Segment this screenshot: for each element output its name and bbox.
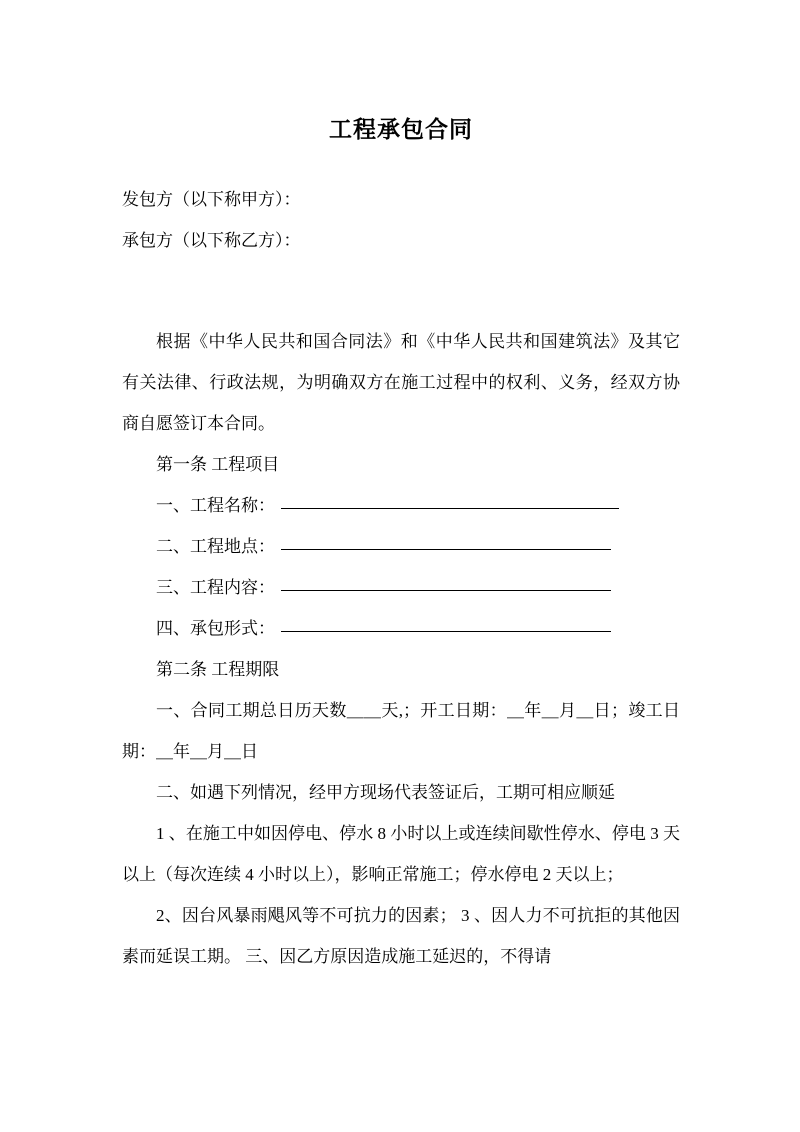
title-spacer [122,141,680,179]
preamble-paragraph: 根据《中华人民共和国合同法》和《中华人民共和国建筑法》及其它有关法律、行政法规，为明确双方在施工过程中的权利、义务，经双方协商自愿签订本合同。 [122,332,680,433]
party-line-发包方: 发包方（以下称甲方）： [122,190,301,209]
fill-input-工程地点[interactable] [281,529,611,550]
fill-label-工程内容: 三、工程内容： [156,578,275,597]
article-2-item-2: 二、如遇下列情况，经甲方现场代表签证后，工期可相应顺延 [156,783,615,802]
parties-spacer [122,261,680,321]
fill-row-工程地点 [122,526,680,567]
fill-label-承包形式: 四、承包形式： [156,619,275,638]
article-2-item-1: 一、合同工期总日历天数＿＿天,；开工日期：＿年＿月＿日；竣工日期：＿年＿月＿日 [122,701,680,761]
fill-input-工程内容[interactable] [281,570,611,591]
article-1-heading: 第一条 工程项目 [156,455,280,474]
fill-row-工程内容 [122,567,680,608]
fill-input-工程名称[interactable] [281,488,619,509]
page-title: 工程承包合同 [329,116,473,142]
fill-label-工程名称: 一、工程名称： [156,496,275,515]
fill-input-承包形式[interactable] [281,611,611,632]
document-body [122,0,680,977]
article-2-subitem-1: 1 、在施工中如因停电、停水 8 小时以上或连续间歇性停水、停电 3 天以上（每次连续 4 小时以上），影响正常施工；停水停电 2 天以上； [122,824,680,884]
fill-row-工程名称 [122,485,680,526]
fill-label-工程地点: 二、工程地点： [156,537,275,556]
fill-row-承包形式 [122,608,680,649]
article-2-heading: 第二条 工程期限 [156,660,280,679]
article-2-subitem-2: 2、因台风暴雨飓风等不可抗力的因素； 3 、因人力不可抗拒的其他因素而延误工期。 三、因乙方原因造成施工延迟的，不得请 [122,906,680,966]
party-line-承包方: 承包方（以下称乙方）： [122,231,301,250]
